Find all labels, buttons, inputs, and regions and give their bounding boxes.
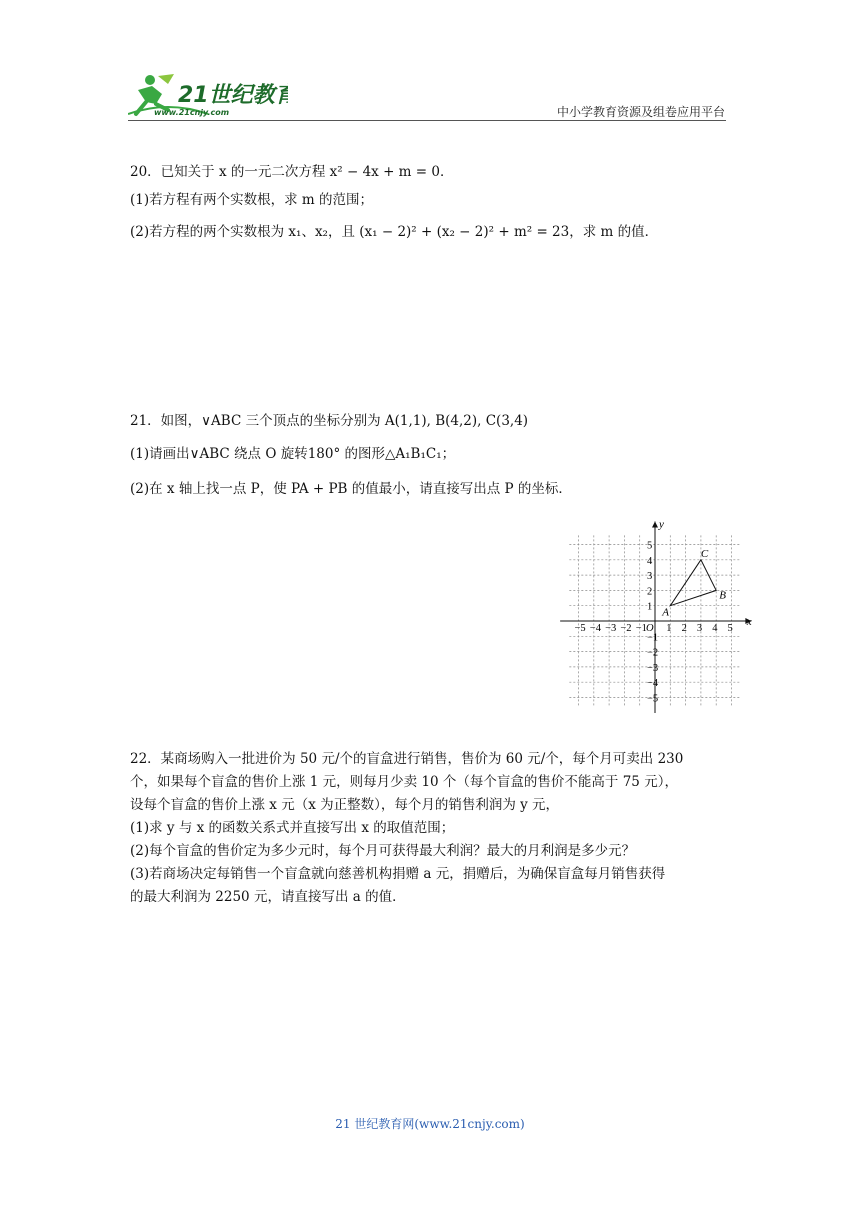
q22-line3: 设每个盲盒的售价上涨 x 元（x 为正整数），每个月的销售利润为 y 元， [130, 797, 560, 813]
q22-line2: 个，如果每个盲盒的售价上涨 1 元，则每月少卖 10 个（每个盲盒的售价不能高于 75 元）， [130, 774, 678, 790]
y-tick-label: 1 [647, 601, 653, 613]
x-tick-label: −2 [620, 623, 632, 634]
x-axis-label: x [746, 616, 752, 628]
x-tick-label: 1 [666, 623, 672, 634]
y-tick-label: 5 [647, 540, 653, 552]
platform-title: 中小学教育资源及组卷应用平台 [556, 105, 725, 119]
coordinate-grid-figure [560, 518, 760, 713]
y-tick-label: −2 [647, 647, 659, 659]
y-tick-label: −4 [647, 678, 659, 690]
y-axis-label: y [659, 518, 664, 531]
y-tick-label: 3 [647, 571, 653, 583]
q20-part1: (1)若方程有两个实数根，求 m 的范围； [130, 192, 374, 208]
q21-part1: (1)请画出∨ABC 绕点 O 旋转180° 的图形△A₁B₁C₁； [130, 446, 456, 462]
q21-stem: 21．如图，∨ABC 三个顶点的坐标分别为 A(1,1), B(4,2), C(3,4) [130, 413, 529, 429]
q21-part2: (2)在 x 轴上找一点 P，使 PA + PB 的值最小，请直接写出点 P 的坐标． [130, 481, 572, 497]
header-divider [128, 120, 726, 121]
x-tick-label: 5 [727, 623, 733, 634]
triangle-abc [670, 560, 716, 606]
y-tick-label: 2 [647, 586, 653, 598]
x-tick-label: −3 [605, 623, 617, 634]
x-tick-label: −1 [635, 623, 647, 634]
y-axis-arrow [652, 522, 658, 528]
q22-part1: (1)求 y 与 x 的函数关系式并直接写出 x 的取值范围； [130, 820, 455, 836]
footer-link[interactable]: 21 世纪教育网(www.21cnjy.com) [335, 1117, 525, 1131]
x-tick-label: 2 [681, 623, 687, 634]
y-tick-label: 4 [647, 555, 653, 567]
svg-text:www.21cnjy.com: www.21cnjy.com [154, 108, 230, 117]
x-tick-label: 3 [696, 623, 703, 634]
origin-label: O [646, 623, 654, 634]
q22-line1: 22．某商场购入一批进价为 50 元/个的盲盒进行销售，售价为 60 元/个，每个月可卖出 230 [130, 751, 684, 767]
y-tick-label: −1 [647, 632, 659, 644]
site-logo [128, 70, 288, 122]
point-label-a: A [662, 606, 670, 619]
point-label-c: C [700, 547, 709, 560]
q20-stem: 20．已知关于 x 的一元二次方程 x² − 4x + m = 0． [130, 164, 454, 180]
x-tick-label: −5 [574, 623, 586, 634]
y-tick-label: −5 [647, 693, 659, 705]
y-tick-label: −3 [647, 662, 659, 674]
point-label-b: B [719, 589, 726, 602]
q22-part3-line1: (3)若商场决定每销售一个盲盒就向慈善机构捐赠 a 元，捐赠后，为确保盲盒每月销售获得 [130, 866, 666, 882]
q22-part2: (2)每个盲盒的售价定为多少元时，每个月可获得最大利润？最大的月利润是多少元？ [130, 843, 636, 859]
q22-part3-line2: 的最大利润为 2250 元，请直接写出 a 的值． [130, 889, 406, 905]
q20-part2: (2)若方程的两个实数根为 x₁、x₂，且 (x₁ − 2)² + (x₂ − 2)² + m² = 23，求 m 的值． [130, 224, 659, 240]
x-tick-label: 4 [712, 623, 718, 634]
x-tick-label: −4 [589, 623, 601, 634]
svg-text:21世纪教育: 21世纪教育 [178, 83, 288, 108]
